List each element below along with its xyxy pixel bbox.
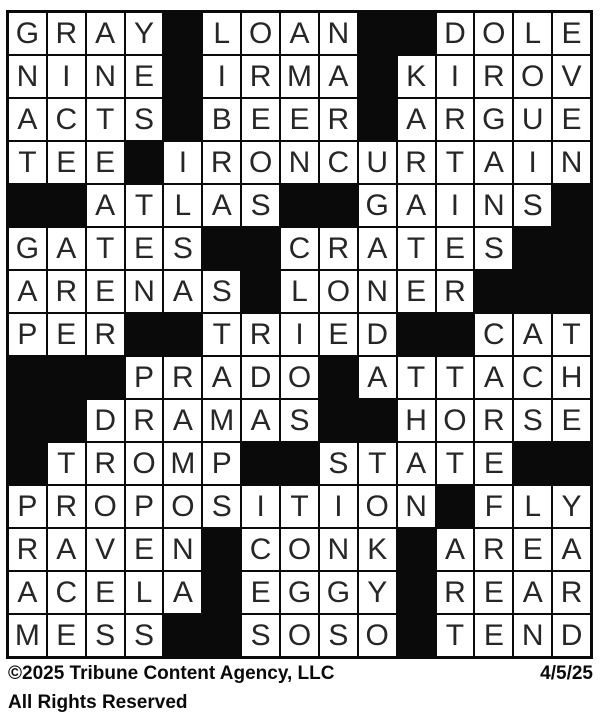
letter-cell: D <box>437 13 474 54</box>
letter-cell: E <box>475 572 512 613</box>
letter-cell: N <box>164 529 201 570</box>
letter-cell: H <box>553 357 590 398</box>
date-text: 4/5/25 <box>540 663 593 684</box>
black-square <box>48 185 85 226</box>
letter-cell: M <box>9 615 46 656</box>
letter-cell: C <box>281 228 318 269</box>
letter-cell: I <box>437 56 474 97</box>
black-square <box>164 56 201 97</box>
black-square <box>398 615 435 656</box>
letter-cell: E <box>48 142 85 183</box>
letter-cell: A <box>398 443 435 484</box>
black-square <box>320 400 357 441</box>
letter-cell: S <box>87 615 124 656</box>
letter-cell: A <box>9 572 46 613</box>
black-square <box>203 228 240 269</box>
letter-cell: D <box>87 400 124 441</box>
black-square <box>203 615 240 656</box>
letter-cell: A <box>475 357 512 398</box>
black-square <box>553 228 590 269</box>
black-square <box>359 56 396 97</box>
footer-copyright-row <box>8 663 593 685</box>
letter-cell: E <box>87 572 124 613</box>
letter-cell: E <box>553 99 590 140</box>
letter-cell: Y <box>359 572 396 613</box>
letter-cell: R <box>48 13 85 54</box>
black-square <box>126 314 163 355</box>
letter-cell: O <box>281 615 318 656</box>
letter-cell: B <box>203 99 240 140</box>
black-square <box>126 142 163 183</box>
letter-cell: R <box>203 142 240 183</box>
letter-cell: L <box>281 271 318 312</box>
black-square <box>242 443 279 484</box>
letter-cell: A <box>437 529 474 570</box>
letter-cell: U <box>359 142 396 183</box>
black-square <box>437 486 474 527</box>
letter-cell: C <box>514 357 551 398</box>
letter-cell: R <box>9 529 46 570</box>
letter-cell: P <box>203 443 240 484</box>
black-square <box>398 314 435 355</box>
black-square <box>9 185 46 226</box>
letter-cell: V <box>553 56 590 97</box>
letter-cell: R <box>48 271 85 312</box>
black-square <box>553 271 590 312</box>
letter-cell: C <box>48 572 85 613</box>
black-square <box>281 443 318 484</box>
letter-cell: A <box>164 572 201 613</box>
letter-cell: I <box>203 56 240 97</box>
letter-cell: I <box>281 314 318 355</box>
black-square <box>164 615 201 656</box>
letter-cell: E <box>514 529 551 570</box>
letter-cell: T <box>48 443 85 484</box>
black-square <box>514 228 551 269</box>
letter-cell: N <box>398 486 435 527</box>
letter-cell: E <box>553 13 590 54</box>
letter-cell: T <box>437 357 474 398</box>
letter-cell: Y <box>553 486 590 527</box>
letter-cell: E <box>48 314 85 355</box>
letter-cell: A <box>48 228 85 269</box>
letter-cell: E <box>553 400 590 441</box>
black-square <box>398 13 435 54</box>
letter-cell: A <box>514 572 551 613</box>
letter-cell: R <box>242 314 279 355</box>
black-square <box>437 314 474 355</box>
letter-cell: P <box>126 357 163 398</box>
letter-cell: A <box>553 529 590 570</box>
letter-cell: S <box>242 185 279 226</box>
black-square <box>242 228 279 269</box>
letter-cell: O <box>475 13 512 54</box>
black-square <box>398 572 435 613</box>
letter-cell: U <box>514 99 551 140</box>
letter-cell: T <box>281 486 318 527</box>
black-square <box>475 271 512 312</box>
letter-cell: A <box>475 142 512 183</box>
letter-cell: A <box>359 357 396 398</box>
letter-cell: E <box>126 228 163 269</box>
letter-cell: A <box>242 400 279 441</box>
black-square <box>164 13 201 54</box>
black-square <box>359 99 396 140</box>
letter-cell: T <box>87 99 124 140</box>
letter-cell: E <box>87 271 124 312</box>
letter-cell: E <box>242 572 279 613</box>
letter-cell: N <box>553 142 590 183</box>
letter-cell: S <box>514 185 551 226</box>
letter-cell: L <box>203 13 240 54</box>
letter-cell: T <box>398 357 435 398</box>
letter-cell: I <box>164 142 201 183</box>
letter-cell: R <box>475 529 512 570</box>
letter-cell: I <box>48 56 85 97</box>
letter-cell: T <box>203 314 240 355</box>
letter-cell: R <box>475 56 512 97</box>
letter-cell: P <box>9 314 46 355</box>
letter-cell: S <box>126 615 163 656</box>
letter-cell: R <box>437 572 474 613</box>
letter-cell: L <box>126 572 163 613</box>
letter-cell: T <box>437 615 474 656</box>
letter-cell: A <box>398 185 435 226</box>
letter-cell: K <box>359 529 396 570</box>
letter-cell: R <box>320 99 357 140</box>
letter-cell: E <box>242 99 279 140</box>
letter-cell: M <box>203 400 240 441</box>
letter-cell: S <box>203 271 240 312</box>
letter-cell: O <box>242 142 279 183</box>
letter-cell: E <box>87 142 124 183</box>
black-square <box>359 400 396 441</box>
letter-cell: G <box>9 228 46 269</box>
letter-cell: T <box>437 443 474 484</box>
letter-cell: R <box>126 400 163 441</box>
letter-cell: O <box>87 486 124 527</box>
black-square <box>398 529 435 570</box>
black-square <box>164 99 201 140</box>
letter-cell: R <box>242 56 279 97</box>
letter-cell: N <box>475 185 512 226</box>
letter-cell: S <box>320 443 357 484</box>
letter-cell: G <box>359 185 396 226</box>
letter-cell: T <box>9 142 46 183</box>
copyright-text: ©2025 Tribune Content Agency, LLC <box>8 663 335 684</box>
letter-cell: N <box>320 529 357 570</box>
black-square <box>87 357 124 398</box>
letter-cell: C <box>475 314 512 355</box>
letter-cell: H <box>398 400 435 441</box>
letter-cell: E <box>437 228 474 269</box>
letter-cell: I <box>320 486 357 527</box>
letter-cell: A <box>281 13 318 54</box>
letter-cell: O <box>281 529 318 570</box>
black-square <box>9 400 46 441</box>
letter-cell: A <box>87 13 124 54</box>
letter-cell: M <box>281 56 318 97</box>
letter-cell: P <box>126 486 163 527</box>
letter-cell: I <box>514 142 551 183</box>
letter-cell: R <box>320 228 357 269</box>
letter-cell: T <box>359 443 396 484</box>
letter-cell: G <box>320 572 357 613</box>
letter-cell: K <box>398 56 435 97</box>
letter-cell: C <box>48 99 85 140</box>
letter-cell: N <box>126 271 163 312</box>
letter-cell: D <box>242 357 279 398</box>
black-square <box>164 314 201 355</box>
letter-cell: R <box>398 142 435 183</box>
rights-text: All Rights Reserved <box>8 692 188 713</box>
letter-cell: S <box>320 615 357 656</box>
letter-cell: A <box>164 400 201 441</box>
letter-cell: A <box>164 271 201 312</box>
letter-cell: S <box>281 400 318 441</box>
letter-cell: E <box>475 443 512 484</box>
letter-cell: S <box>242 615 279 656</box>
letter-cell: S <box>164 228 201 269</box>
crossword-grid <box>6 10 593 659</box>
black-square <box>9 357 46 398</box>
letter-cell: S <box>203 486 240 527</box>
letter-cell: R <box>48 486 85 527</box>
letter-cell: E <box>126 529 163 570</box>
black-square <box>242 271 279 312</box>
black-square <box>320 357 357 398</box>
letter-cell: N <box>9 56 46 97</box>
black-square <box>48 357 85 398</box>
letter-cell: M <box>164 443 201 484</box>
letter-cell: A <box>398 99 435 140</box>
letter-cell: A <box>320 56 357 97</box>
letter-cell: G <box>9 13 46 54</box>
letter-cell: L <box>164 185 201 226</box>
letter-cell: A <box>48 529 85 570</box>
letter-cell: E <box>48 615 85 656</box>
letter-cell: N <box>87 56 124 97</box>
letter-cell: Y <box>126 13 163 54</box>
letter-cell: O <box>281 357 318 398</box>
letter-cell: A <box>514 314 551 355</box>
letter-cell: O <box>437 400 474 441</box>
letter-cell: R <box>87 314 124 355</box>
letter-cell: A <box>203 185 240 226</box>
letter-cell: E <box>398 271 435 312</box>
letter-cell: G <box>281 572 318 613</box>
letter-cell: L <box>514 486 551 527</box>
black-square <box>203 572 240 613</box>
black-square <box>48 400 85 441</box>
letter-cell: L <box>514 13 551 54</box>
letter-cell: E <box>281 99 318 140</box>
black-square <box>9 443 46 484</box>
letter-cell: V <box>87 529 124 570</box>
letter-cell: F <box>475 486 512 527</box>
letter-cell: A <box>9 271 46 312</box>
letter-cell: I <box>242 486 279 527</box>
black-square <box>553 443 590 484</box>
black-square <box>514 271 551 312</box>
letter-cell: R <box>475 400 512 441</box>
letter-cell: P <box>9 486 46 527</box>
black-square <box>203 529 240 570</box>
letter-cell: G <box>475 99 512 140</box>
black-square <box>359 13 396 54</box>
letter-cell: T <box>437 142 474 183</box>
black-square <box>514 443 551 484</box>
letter-cell: O <box>359 486 396 527</box>
letter-cell: A <box>359 228 396 269</box>
letter-cell: R <box>87 443 124 484</box>
letter-cell: C <box>242 529 279 570</box>
letter-cell: N <box>281 142 318 183</box>
letter-cell: R <box>437 271 474 312</box>
letter-cell: E <box>475 615 512 656</box>
letter-cell: I <box>437 185 474 226</box>
letter-cell: T <box>126 185 163 226</box>
letter-cell: T <box>553 314 590 355</box>
letter-cell: A <box>9 99 46 140</box>
letter-cell: E <box>126 56 163 97</box>
letter-cell: O <box>126 443 163 484</box>
letter-cell: O <box>242 13 279 54</box>
letter-cell: A <box>87 185 124 226</box>
black-square <box>553 185 590 226</box>
letter-cell: A <box>203 357 240 398</box>
letter-cell: R <box>437 99 474 140</box>
letter-cell: O <box>514 56 551 97</box>
black-square <box>320 185 357 226</box>
letter-cell: O <box>359 615 396 656</box>
letter-cell: R <box>553 572 590 613</box>
letter-cell: R <box>164 357 201 398</box>
letter-cell: N <box>514 615 551 656</box>
letter-cell: C <box>320 142 357 183</box>
letter-cell: D <box>359 314 396 355</box>
letter-cell: N <box>359 271 396 312</box>
letter-cell: E <box>320 314 357 355</box>
letter-cell: S <box>514 400 551 441</box>
letter-cell: N <box>320 13 357 54</box>
letter-cell: T <box>398 228 435 269</box>
letter-cell: O <box>320 271 357 312</box>
letter-cell: S <box>475 228 512 269</box>
letter-cell: S <box>126 99 163 140</box>
letter-cell: O <box>164 486 201 527</box>
letter-cell: D <box>553 615 590 656</box>
letter-cell: T <box>87 228 124 269</box>
black-square <box>281 185 318 226</box>
